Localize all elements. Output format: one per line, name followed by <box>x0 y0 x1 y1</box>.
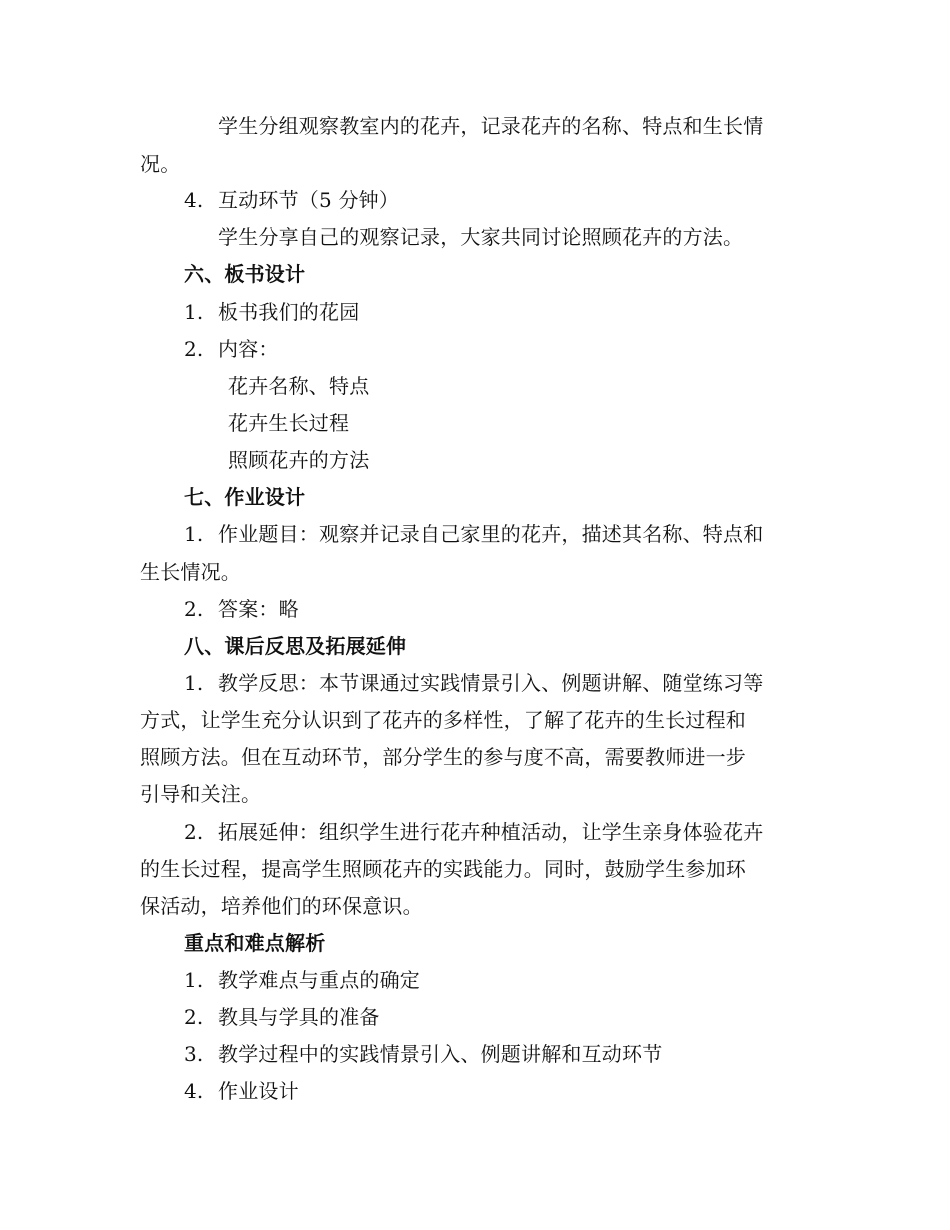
line-text: 照顾花卉的方法 <box>228 448 370 472</box>
paragraph-line <box>140 745 810 769</box>
line-text: 花卉名称、特点 <box>228 374 370 398</box>
list-item-text: 教学难点与重点的确定 <box>218 968 420 992</box>
list-number: 2. <box>184 1005 204 1029</box>
content-line <box>140 411 898 435</box>
list-item <box>140 337 854 361</box>
list-item <box>140 188 854 212</box>
list-item-text: 教学反思：本节课通过实践情景引入、例题讲解、随堂练习等 <box>218 671 764 695</box>
line-text: 照顾方法。但在互动环节，部分学生的参与度不高，需要教师进一步 <box>140 745 746 769</box>
paragraph-line <box>140 560 810 584</box>
list-item <box>140 1042 854 1066</box>
list-item <box>140 820 854 844</box>
list-number: 1. <box>184 300 204 324</box>
line-text: 况。 <box>140 152 181 176</box>
list-number: 2. <box>184 597 204 621</box>
line-text: 学生分组观察教室内的花卉，记录花卉的名称、特点和生长情 <box>218 114 764 138</box>
paragraph-line <box>140 114 888 138</box>
section-heading <box>140 931 854 955</box>
line-text: 花卉生长过程 <box>228 411 350 435</box>
list-item <box>140 968 854 992</box>
list-item-text: 作业题目：观察并记录自己家里的花卉，描述其名称、特点和 <box>218 522 764 546</box>
list-number: 2. <box>184 337 204 361</box>
section-heading <box>140 262 854 286</box>
list-item <box>140 671 854 695</box>
list-item-text: 答案：略 <box>218 597 299 621</box>
list-number: 4. <box>184 188 204 212</box>
list-item-text: 教学过程中的实践情景引入、例题讲解和互动环节 <box>218 1042 663 1066</box>
paragraph-line <box>140 225 888 249</box>
list-item-text: 板书我们的花园 <box>218 300 360 324</box>
list-item <box>140 597 854 621</box>
heading-text: 八、课后反思及拓展延伸 <box>184 634 407 658</box>
content-line <box>140 448 898 472</box>
section-heading <box>140 485 854 509</box>
list-number: 2. <box>184 820 204 844</box>
paragraph-line <box>140 857 810 881</box>
paragraph-line <box>140 708 810 732</box>
list-item-text: 教具与学具的准备 <box>218 1005 380 1029</box>
list-number: 3. <box>184 1042 204 1066</box>
line-text: 的生长过程，提高学生照顾花卉的实践能力。同时，鼓励学生参加环 <box>140 857 746 881</box>
list-item-text: 互动环节（5 分钟） <box>218 188 400 212</box>
list-item <box>140 300 854 324</box>
heading-text: 重点和难点解析 <box>184 931 326 955</box>
paragraph-line <box>140 152 810 176</box>
list-item <box>140 1005 854 1029</box>
line-text: 生长情况。 <box>140 560 241 584</box>
section-heading <box>140 634 854 658</box>
list-item <box>140 522 854 546</box>
line-text: 学生分享自己的观察记录，大家共同讨论照顾花卉的方法。 <box>218 225 744 249</box>
line-text: 引导和关注。 <box>140 782 262 806</box>
list-item-text: 拓展延伸：组织学生进行花卉种植活动，让学生亲身体验花卉 <box>218 820 764 844</box>
content-line <box>140 374 898 398</box>
heading-text: 七、作业设计 <box>184 485 306 509</box>
line-text: 方式，让学生充分认识到了花卉的多样性，了解了花卉的生长过程和 <box>140 708 746 732</box>
paragraph-line <box>140 782 810 806</box>
list-number: 4. <box>184 1079 204 1103</box>
list-number: 1. <box>184 671 204 695</box>
list-item <box>140 1079 854 1103</box>
list-number: 1. <box>184 522 204 546</box>
list-item-text: 内容： <box>218 337 279 361</box>
list-number: 1. <box>184 968 204 992</box>
heading-text: 六、板书设计 <box>184 262 306 286</box>
paragraph-line <box>140 894 810 918</box>
list-item-text: 作业设计 <box>218 1079 299 1103</box>
line-text: 保活动，培养他们的环保意识。 <box>140 894 423 918</box>
